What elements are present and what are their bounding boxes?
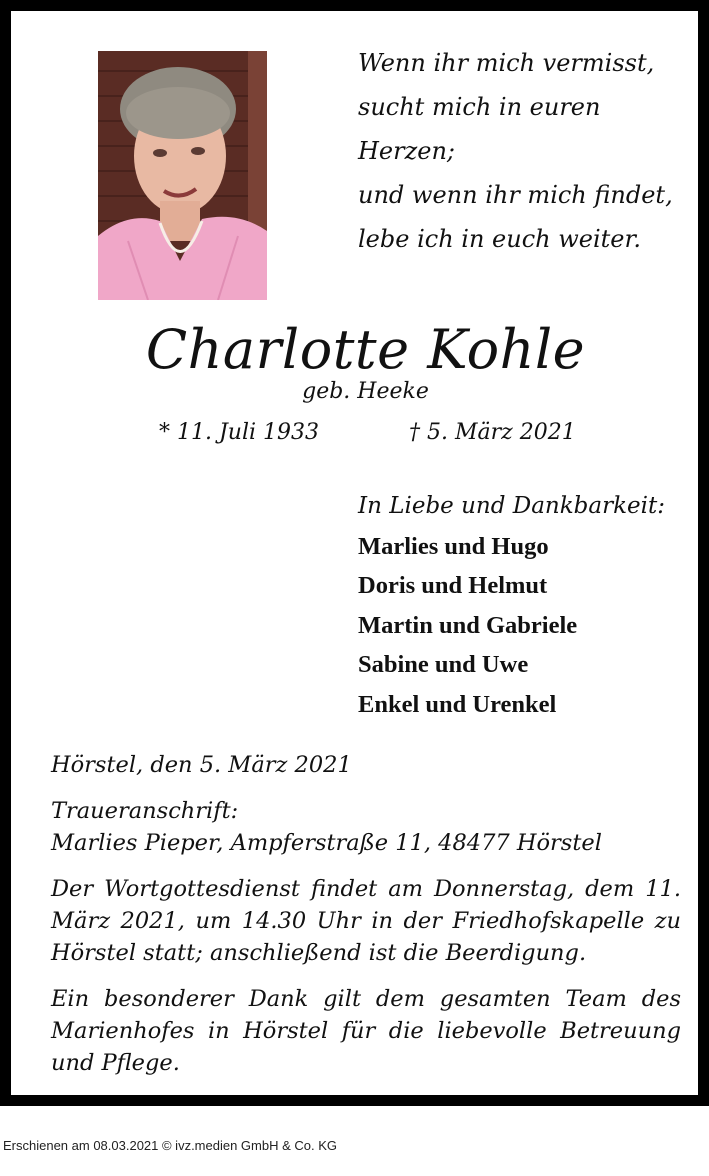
details: [51, 749, 681, 1093]
mourner-name: Doris und Helmut: [358, 572, 548, 599]
poem-line: lebe ich in euch weiter.: [358, 225, 641, 253]
address-label: Traueranschrift:: [51, 798, 239, 824]
address: Marlies Pieper, Ampferstraße 11, 48477 Hörstel: [51, 830, 602, 856]
mourner-name: Martin und Gabriele: [358, 611, 578, 639]
poem-line: Wenn ihr mich vermisst,: [358, 49, 655, 77]
mourners-intro: In Liebe und Dankbarkeit:: [358, 493, 665, 519]
mourner-name: Enkel und Urenkel: [358, 690, 557, 718]
life-dates: [11, 417, 709, 449]
poem: [358, 41, 698, 261]
mourner-name: Sabine und Uwe: [358, 651, 529, 678]
poem-line: und wenn ihr mich findet,: [358, 181, 673, 209]
thanks-note: Ein besonderer Dank gilt dem gesamten Team des Marienhofes in Hörstel für die liebevolle Betreuung und Pflege.: [51, 986, 681, 1076]
service-info: Der Wortgottesdienst findet am Donnerstag, dem 11. März 2021, um 14.30 Uhr in der Friedhofskapelle zu Hörstel statt; anschließend ist die Beerdigung.: [51, 876, 681, 966]
place-date: Hörstel, den 5. März 2021: [51, 752, 352, 778]
address-block: [51, 795, 681, 859]
maiden-name: geb. Heeke: [302, 379, 429, 404]
portrait-photo: [98, 51, 267, 300]
mourner-name: Marlies und Hugo: [358, 532, 549, 560]
death-date: † 5. März 2021: [409, 420, 576, 445]
birth-date: * 11. Juli 1933: [159, 420, 320, 445]
publication-footer: Erschienen am 08.03.2021 © ivz.medien GmbH & Co. KG: [3, 1138, 338, 1153]
mourners-list: [358, 487, 698, 724]
deceased-name: Charlotte Kohle: [145, 318, 586, 381]
poem-line: sucht mich in euren Herzen;: [358, 93, 601, 165]
